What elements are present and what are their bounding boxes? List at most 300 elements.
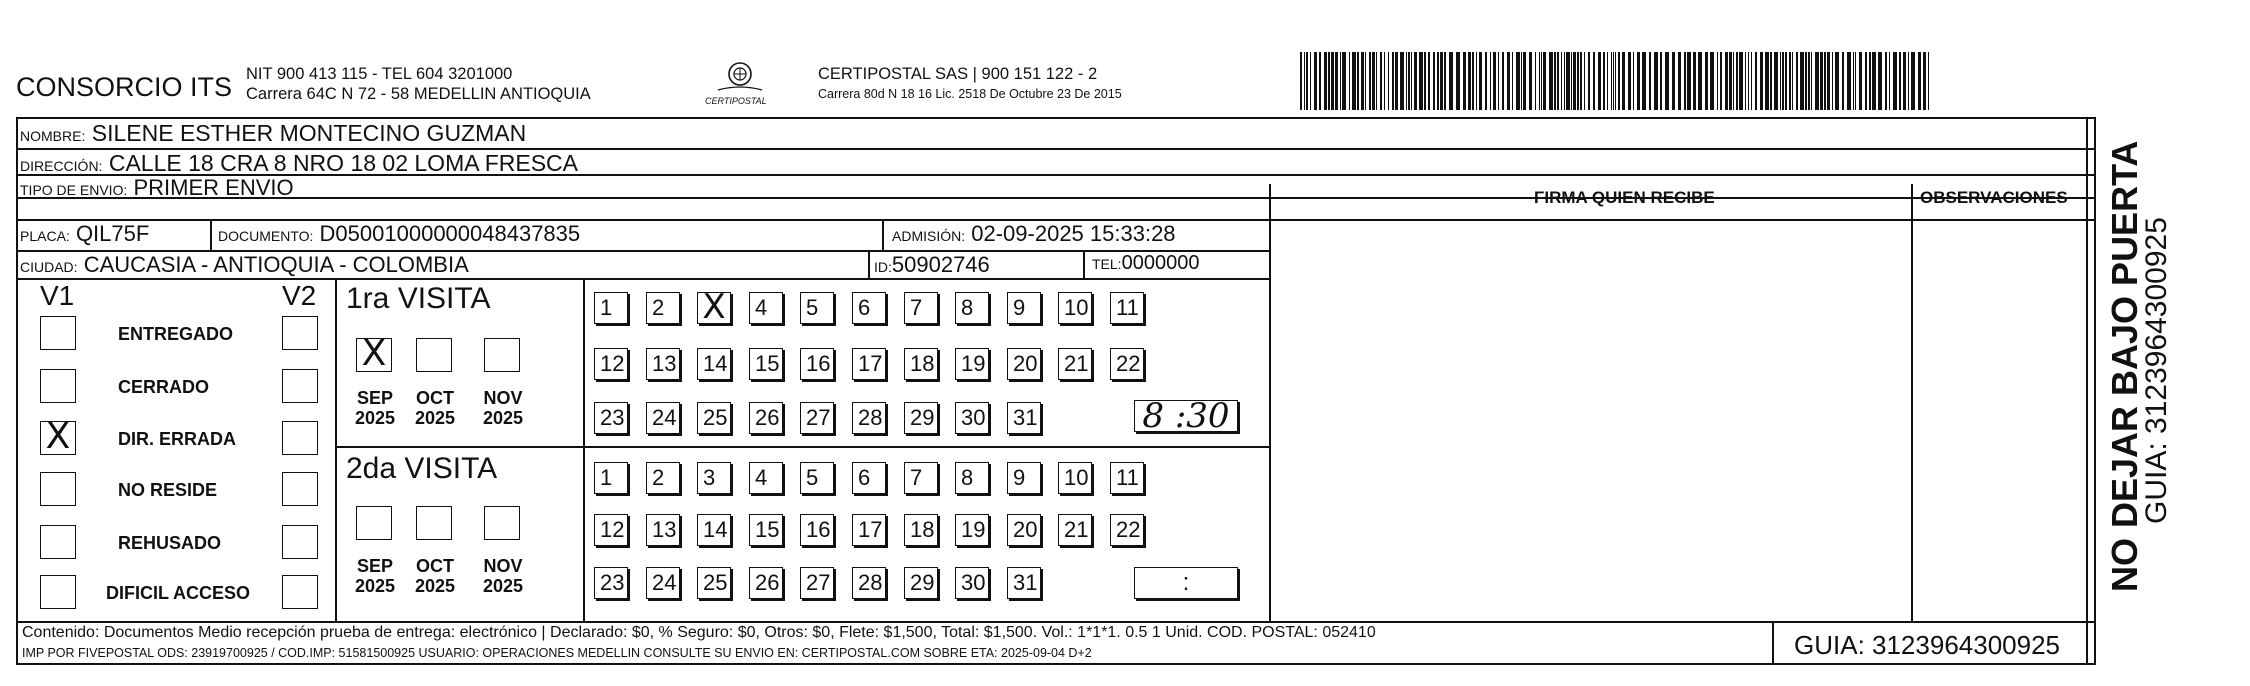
barcode-bar — [1535, 52, 1536, 110]
day-number: 14 — [703, 517, 728, 542]
barcode-bar — [1832, 52, 1833, 110]
admision-row — [892, 221, 1176, 247]
month-name: NOV — [483, 556, 523, 576]
barcode-bar — [1824, 52, 1826, 110]
day-number: 5 — [806, 465, 819, 490]
day-number: 7 — [910, 465, 923, 490]
barcode-bar — [1684, 52, 1686, 110]
day-checkbox[interactable] — [646, 402, 680, 434]
barcode-bar — [1406, 52, 1407, 110]
day-checkbox[interactable] — [1007, 567, 1041, 599]
barcode-bar — [1380, 52, 1382, 110]
visit-divider — [335, 446, 1269, 448]
day-number: 12 — [600, 517, 625, 542]
day-checkbox[interactable] — [904, 292, 938, 324]
day-checkbox[interactable] — [1058, 514, 1092, 546]
day-checkbox[interactable] — [1110, 514, 1144, 546]
v2-checkbox[interactable] — [282, 316, 318, 350]
barcode-bar — [1607, 52, 1608, 110]
barcode-bar — [1796, 52, 1798, 110]
barcode-bar — [1872, 52, 1876, 110]
barcode-bar — [1911, 52, 1915, 110]
barcode-bar — [1885, 52, 1887, 110]
day-checkbox[interactable] — [1007, 348, 1041, 380]
barcode-bar — [1479, 52, 1482, 110]
day-checkbox[interactable] — [594, 567, 628, 599]
certipostal-license: Carrera 80d N 18 16 Lic. 2518 De Octubre 23 De 2015 — [818, 87, 1122, 101]
month-year: 2025 — [414, 408, 456, 428]
barcode-bar — [1357, 52, 1359, 110]
day-number: 15 — [755, 351, 780, 376]
day-number: 25 — [703, 570, 728, 595]
month-name: NOV — [483, 388, 523, 408]
day-checkbox[interactable] — [1007, 462, 1041, 494]
ciudad-label: CIUDAD: — [20, 259, 78, 275]
form-frame — [16, 117, 2096, 665]
barcode-bar — [1472, 52, 1474, 110]
placa-row — [20, 221, 149, 247]
day-checkbox[interactable] — [955, 348, 989, 380]
tel-label: TEL: — [1092, 256, 1122, 272]
barcode-bar — [1571, 52, 1572, 110]
day-checkbox[interactable] — [749, 514, 783, 546]
month-checkbox[interactable] — [356, 506, 392, 540]
col-divider — [583, 278, 585, 621]
barcode-bar — [1408, 52, 1410, 110]
first-visit-title: 1ra VISITA — [346, 282, 491, 315]
second-visit-title: 2da VISITA — [346, 452, 498, 485]
v1-checkbox[interactable] — [40, 472, 76, 506]
company-info — [246, 64, 591, 104]
no-dejar-bajo-puerta: NO DEJAR BAJO PUERTA — [2104, 140, 2145, 592]
barcode-bar — [1521, 52, 1522, 110]
day-number: 4 — [755, 465, 768, 490]
barcode-bar — [1748, 52, 1749, 110]
documento-value: D05001000000048437835 — [319, 221, 581, 246]
day-number: 29 — [910, 570, 935, 595]
barcode-bar — [1372, 52, 1375, 110]
day-checkbox[interactable] — [697, 462, 731, 494]
day-number: 13 — [652, 351, 677, 376]
day-number: 31 — [1013, 570, 1038, 595]
barcode-bar — [1564, 52, 1565, 110]
day-checkbox[interactable] — [1110, 462, 1144, 494]
barcode-bar — [1720, 52, 1722, 110]
tipo-row — [20, 175, 294, 201]
barcode-bar — [1770, 52, 1772, 110]
barcode-bar — [1765, 52, 1769, 110]
company-name: CONSORCIO ITS — [16, 72, 233, 102]
barcode-bar — [1490, 52, 1491, 110]
day-checkbox[interactable] — [646, 567, 680, 599]
v2-checkbox[interactable] — [282, 575, 318, 609]
barcode-bar — [1411, 52, 1412, 110]
barcode-bar — [1878, 52, 1882, 110]
day-checkbox[interactable] — [646, 348, 680, 380]
barcode-bar — [1523, 52, 1526, 110]
day-number: 18 — [910, 517, 935, 542]
day-number: 21 — [1064, 517, 1089, 542]
status-label: ENTREGADO — [118, 324, 234, 344]
v2-checkbox[interactable] — [282, 369, 318, 403]
barcode-bar — [1918, 52, 1921, 110]
day-checkbox[interactable] — [852, 402, 886, 434]
day-number: 19 — [961, 517, 986, 542]
day-checkbox[interactable] — [749, 402, 783, 434]
barcode-bar — [1395, 52, 1398, 110]
barcode-bar — [1805, 52, 1807, 110]
month-checkbox[interactable] — [416, 338, 452, 372]
barcode-bar — [1352, 52, 1356, 110]
status-label: CERRADO — [118, 377, 210, 397]
barcode-bar — [1729, 52, 1732, 110]
month-label — [350, 388, 400, 428]
admision-value: 02-09-2025 15:33:28 — [971, 221, 1176, 246]
v2-header: V2 — [282, 280, 317, 311]
barcode-bar — [1736, 52, 1738, 110]
day-checkbox[interactable] — [749, 462, 783, 494]
barcode-bar — [1593, 52, 1595, 110]
v2-checkbox[interactable] — [282, 525, 318, 559]
day-checkbox[interactable] — [1058, 348, 1092, 380]
row-divider — [16, 197, 2096, 199]
barcode-bar — [1827, 52, 1830, 110]
barcode-bar — [1340, 52, 1341, 110]
barcode-bar — [1449, 52, 1453, 110]
day-number: 30 — [961, 405, 986, 430]
day-number: 15 — [755, 517, 780, 542]
day-checkbox[interactable] — [697, 402, 731, 434]
barcode-bar — [1908, 52, 1909, 110]
barcode-bar — [1493, 52, 1496, 110]
barcode-bar — [1502, 52, 1504, 110]
col-divider — [210, 219, 212, 250]
day-checkbox[interactable] — [697, 287, 731, 327]
day-checkbox[interactable] — [1007, 514, 1041, 546]
day-number: 27 — [806, 405, 831, 430]
day-number: 11 — [1116, 295, 1139, 320]
barcode-bar — [1865, 52, 1867, 110]
month-year: 2025 — [414, 576, 456, 596]
barcode-bar — [1774, 52, 1778, 110]
v2-checkbox[interactable] — [282, 472, 318, 506]
day-number: 23 — [600, 405, 625, 430]
day-checkbox[interactable] — [904, 462, 938, 494]
day-checkbox[interactable] — [646, 514, 680, 546]
barcode-bar — [1649, 52, 1651, 110]
day-number: 10 — [1064, 465, 1089, 490]
day-number: 9 — [1013, 295, 1026, 320]
month-year: 2025 — [482, 576, 524, 596]
barcode-bar — [1815, 52, 1819, 110]
company-nit: NIT 900 413 115 - TEL 604 3201000 — [246, 65, 513, 83]
month-name: SEP — [356, 556, 394, 576]
month-year: 2025 — [482, 408, 524, 428]
barcode-bar — [1512, 52, 1513, 110]
barcode-bar — [1717, 52, 1718, 110]
tipo-value: PRIMER ENVIO — [133, 175, 294, 200]
guia-vertical: GUIA: 3123964300925 — [2140, 217, 2173, 524]
day-checkbox[interactable] — [955, 462, 989, 494]
barcode-bar — [1835, 52, 1839, 110]
barcode-bar — [1300, 52, 1302, 110]
month-checkbox[interactable] — [356, 333, 392, 374]
day-checkbox[interactable] — [800, 292, 834, 324]
status-label: DIR. ERRADA — [118, 429, 237, 449]
month-checkbox[interactable] — [416, 506, 452, 540]
month-year: 2025 — [354, 408, 396, 428]
day-checkbox[interactable] — [904, 514, 938, 546]
day-number: 16 — [806, 517, 831, 542]
day-number: 29 — [910, 405, 935, 430]
day-number: 25 — [703, 405, 728, 430]
day-number: 6 — [858, 295, 871, 320]
day-number: 26 — [755, 405, 780, 430]
day-number: 2 — [652, 465, 665, 490]
barcode-bar — [1751, 52, 1752, 110]
day-number: 8 — [961, 295, 974, 320]
barcode-bar — [1710, 52, 1714, 110]
month-label — [410, 556, 460, 596]
barcode-bar — [1903, 52, 1906, 110]
barcode-bar — [1566, 52, 1570, 110]
day-checkbox[interactable] — [1110, 292, 1144, 324]
month-name: OCT — [416, 388, 454, 408]
barcode-bar — [1633, 52, 1634, 110]
barcode-bar — [1698, 52, 1702, 110]
barcode-bar — [1923, 52, 1926, 110]
day-checkbox[interactable] — [955, 514, 989, 546]
barcode-bar — [1310, 52, 1311, 110]
barcode-bar — [1580, 52, 1582, 110]
nombre-row — [20, 120, 526, 147]
day-number: 12 — [600, 351, 625, 376]
tel-value: 0000000 — [1121, 252, 1200, 274]
day-checkbox[interactable] — [646, 462, 680, 494]
row-divider — [16, 278, 1269, 280]
barcode-bar — [1444, 52, 1446, 110]
day-checkbox[interactable] — [594, 462, 628, 494]
barcode-bar — [1889, 52, 1890, 110]
v1-checkbox[interactable] — [40, 416, 76, 457]
ciudad-value: CAUCASIA - ANTIOQUIA - COLOMBIA — [83, 252, 469, 277]
barcode-bar — [1369, 52, 1371, 110]
day-checkbox[interactable] — [904, 567, 938, 599]
barcode-bar — [1365, 52, 1366, 110]
day-checkbox[interactable] — [749, 348, 783, 380]
day-checkbox[interactable] — [852, 567, 886, 599]
barcode-bar — [1304, 52, 1305, 110]
day-check-mark: X — [702, 287, 726, 327]
day-number: 5 — [806, 295, 819, 320]
day-checkbox[interactable] — [852, 348, 886, 380]
nombre-value: SILENE ESTHER MONTECINO GUZMAN — [91, 120, 527, 146]
barcode-bar — [1800, 52, 1804, 110]
second-visit-time[interactable]: : — [1134, 567, 1238, 599]
month-checkbox[interactable] — [484, 338, 520, 372]
logo-text: CERTIPOSTAL — [705, 96, 767, 106]
day-checkbox[interactable] — [749, 567, 783, 599]
status-label: NO RESIDE — [118, 480, 218, 500]
barcode-bar — [1928, 52, 1929, 110]
day-checkbox[interactable] — [904, 348, 938, 380]
month-check-mark: X — [361, 333, 387, 374]
barcode-bar — [1598, 52, 1601, 110]
barcode-bar — [1324, 52, 1327, 110]
day-checkbox[interactable] — [594, 348, 628, 380]
day-number: 31 — [1013, 405, 1038, 430]
day-checkbox[interactable] — [594, 402, 628, 434]
day-checkbox[interactable] — [800, 567, 834, 599]
month-label — [478, 388, 528, 428]
barcode-bar — [1507, 52, 1510, 110]
day-checkbox[interactable] — [852, 514, 886, 546]
barcode-bar — [1485, 52, 1487, 110]
day-checkbox[interactable] — [594, 514, 628, 546]
day-checkbox[interactable] — [955, 567, 989, 599]
nombre-label: NOMBRE: — [20, 128, 86, 144]
day-number: 20 — [1013, 351, 1038, 376]
day-checkbox[interactable] — [749, 292, 783, 324]
day-checkbox[interactable] — [800, 402, 834, 434]
status-label: REHUSADO — [118, 533, 222, 553]
v1-checkbox[interactable] — [40, 369, 76, 403]
placa-value: QIL75F — [75, 221, 150, 246]
v2-checkbox[interactable] — [282, 421, 318, 455]
barcode-bar — [1785, 52, 1787, 110]
barcode-bar — [1618, 52, 1620, 110]
direccion-value: CALLE 18 CRA 8 NRO 18 02 LOMA FRESCA — [108, 150, 578, 176]
barcode-bar — [1319, 52, 1321, 110]
day-checkbox[interactable] — [1110, 348, 1144, 380]
barcode-bar — [1755, 52, 1757, 110]
barcode-bar — [1660, 52, 1662, 110]
month-year: 2025 — [354, 576, 396, 596]
v1-checkbox[interactable] — [40, 575, 76, 609]
v1-checkbox[interactable] — [40, 316, 76, 350]
v1-checkbox[interactable] — [40, 525, 76, 559]
barcode-bar — [1498, 52, 1499, 110]
day-checkbox[interactable] — [1007, 292, 1041, 324]
barcode-bar — [1615, 52, 1616, 110]
day-checkbox[interactable] — [955, 402, 989, 434]
day-checkbox[interactable] — [1058, 462, 1092, 494]
day-checkbox[interactable] — [646, 292, 680, 324]
col-divider — [1911, 184, 1913, 621]
direccion-label: DIRECCIÓN: — [20, 158, 103, 174]
barcode-bar — [1328, 52, 1330, 110]
day-number: 10 — [1064, 295, 1089, 320]
barcode-bar — [1573, 52, 1576, 110]
barcode-bar — [1437, 52, 1439, 110]
day-checkbox[interactable] — [800, 462, 834, 494]
barcode-bar — [1792, 52, 1793, 110]
day-checkbox[interactable] — [955, 292, 989, 324]
barcode-bar — [1561, 52, 1562, 110]
day-checkbox[interactable] — [697, 514, 731, 546]
month-label — [478, 556, 528, 596]
barcode-bar — [1725, 52, 1728, 110]
day-number: 2 — [652, 295, 665, 320]
status-label: DIFICIL ACCESO — [106, 583, 251, 603]
barcode-bar — [1554, 52, 1556, 110]
barcode-bar — [1331, 52, 1334, 110]
barcode-bar — [1577, 52, 1579, 110]
month-checkbox[interactable] — [484, 506, 520, 540]
day-checkbox[interactable] — [594, 292, 628, 324]
day-number: 23 — [600, 570, 625, 595]
barcode-bar — [1869, 52, 1871, 110]
barcode-bar — [1414, 52, 1417, 110]
first-visit-time[interactable]: 8 :30 — [1134, 400, 1238, 432]
documento-row — [218, 221, 580, 247]
day-number: 22 — [1116, 517, 1141, 542]
barcode-bar — [1780, 52, 1781, 110]
day-checkbox[interactable] — [800, 348, 834, 380]
barcode-bar — [1468, 52, 1471, 110]
barcode-bar — [1705, 52, 1708, 110]
barcode-bar — [1847, 52, 1851, 110]
day-number: 1 — [600, 465, 613, 490]
day-number: 7 — [910, 295, 923, 320]
day-number: 17 — [858, 517, 883, 542]
day-checkbox[interactable] — [904, 402, 938, 434]
day-number: 27 — [806, 570, 831, 595]
barcode-bar — [1376, 52, 1377, 110]
col-divider — [868, 250, 870, 278]
barcode-bar — [1654, 52, 1658, 110]
day-checkbox[interactable] — [800, 514, 834, 546]
barcode-bar — [1899, 52, 1901, 110]
admision-label: ADMISIÓN: — [892, 228, 966, 244]
day-number: 24 — [652, 570, 677, 595]
barcode-bar — [1637, 52, 1640, 110]
day-number: 24 — [652, 405, 677, 430]
barcode-bar — [1400, 52, 1404, 110]
month-label — [350, 556, 400, 596]
direccion-row — [20, 150, 578, 177]
placa-label: PLACA: — [20, 228, 70, 244]
day-number: 3 — [703, 465, 716, 490]
day-checkbox[interactable] — [1058, 292, 1092, 324]
day-number: 30 — [961, 570, 986, 595]
barcode-bar — [1419, 52, 1423, 110]
certipostal-logo-icon — [712, 60, 768, 98]
day-number: 26 — [755, 570, 780, 595]
barcode-bar — [1622, 52, 1625, 110]
day-checkbox[interactable] — [1007, 402, 1041, 434]
barcode-bar — [1424, 52, 1426, 110]
col-divider — [1772, 621, 1774, 665]
id-value: 50902746 — [891, 252, 990, 277]
barcode-bar — [1539, 52, 1540, 110]
barcode-bar — [1516, 52, 1520, 110]
barcode-bar — [1306, 52, 1308, 110]
barcode-bar — [1361, 52, 1364, 110]
day-number: 17 — [858, 351, 883, 376]
barcode-bar — [1584, 52, 1585, 110]
ciudad-row — [20, 252, 469, 278]
day-number: 16 — [806, 351, 831, 376]
day-checkbox[interactable] — [852, 462, 886, 494]
barcode-bar — [1428, 52, 1430, 110]
barcode-bar — [1678, 52, 1681, 110]
day-checkbox[interactable] — [697, 567, 731, 599]
day-checkbox[interactable] — [852, 292, 886, 324]
barcode-bar — [1842, 52, 1844, 110]
observaciones-header: OBSERVACIONES — [1920, 188, 2068, 207]
day-checkbox[interactable] — [697, 348, 731, 380]
